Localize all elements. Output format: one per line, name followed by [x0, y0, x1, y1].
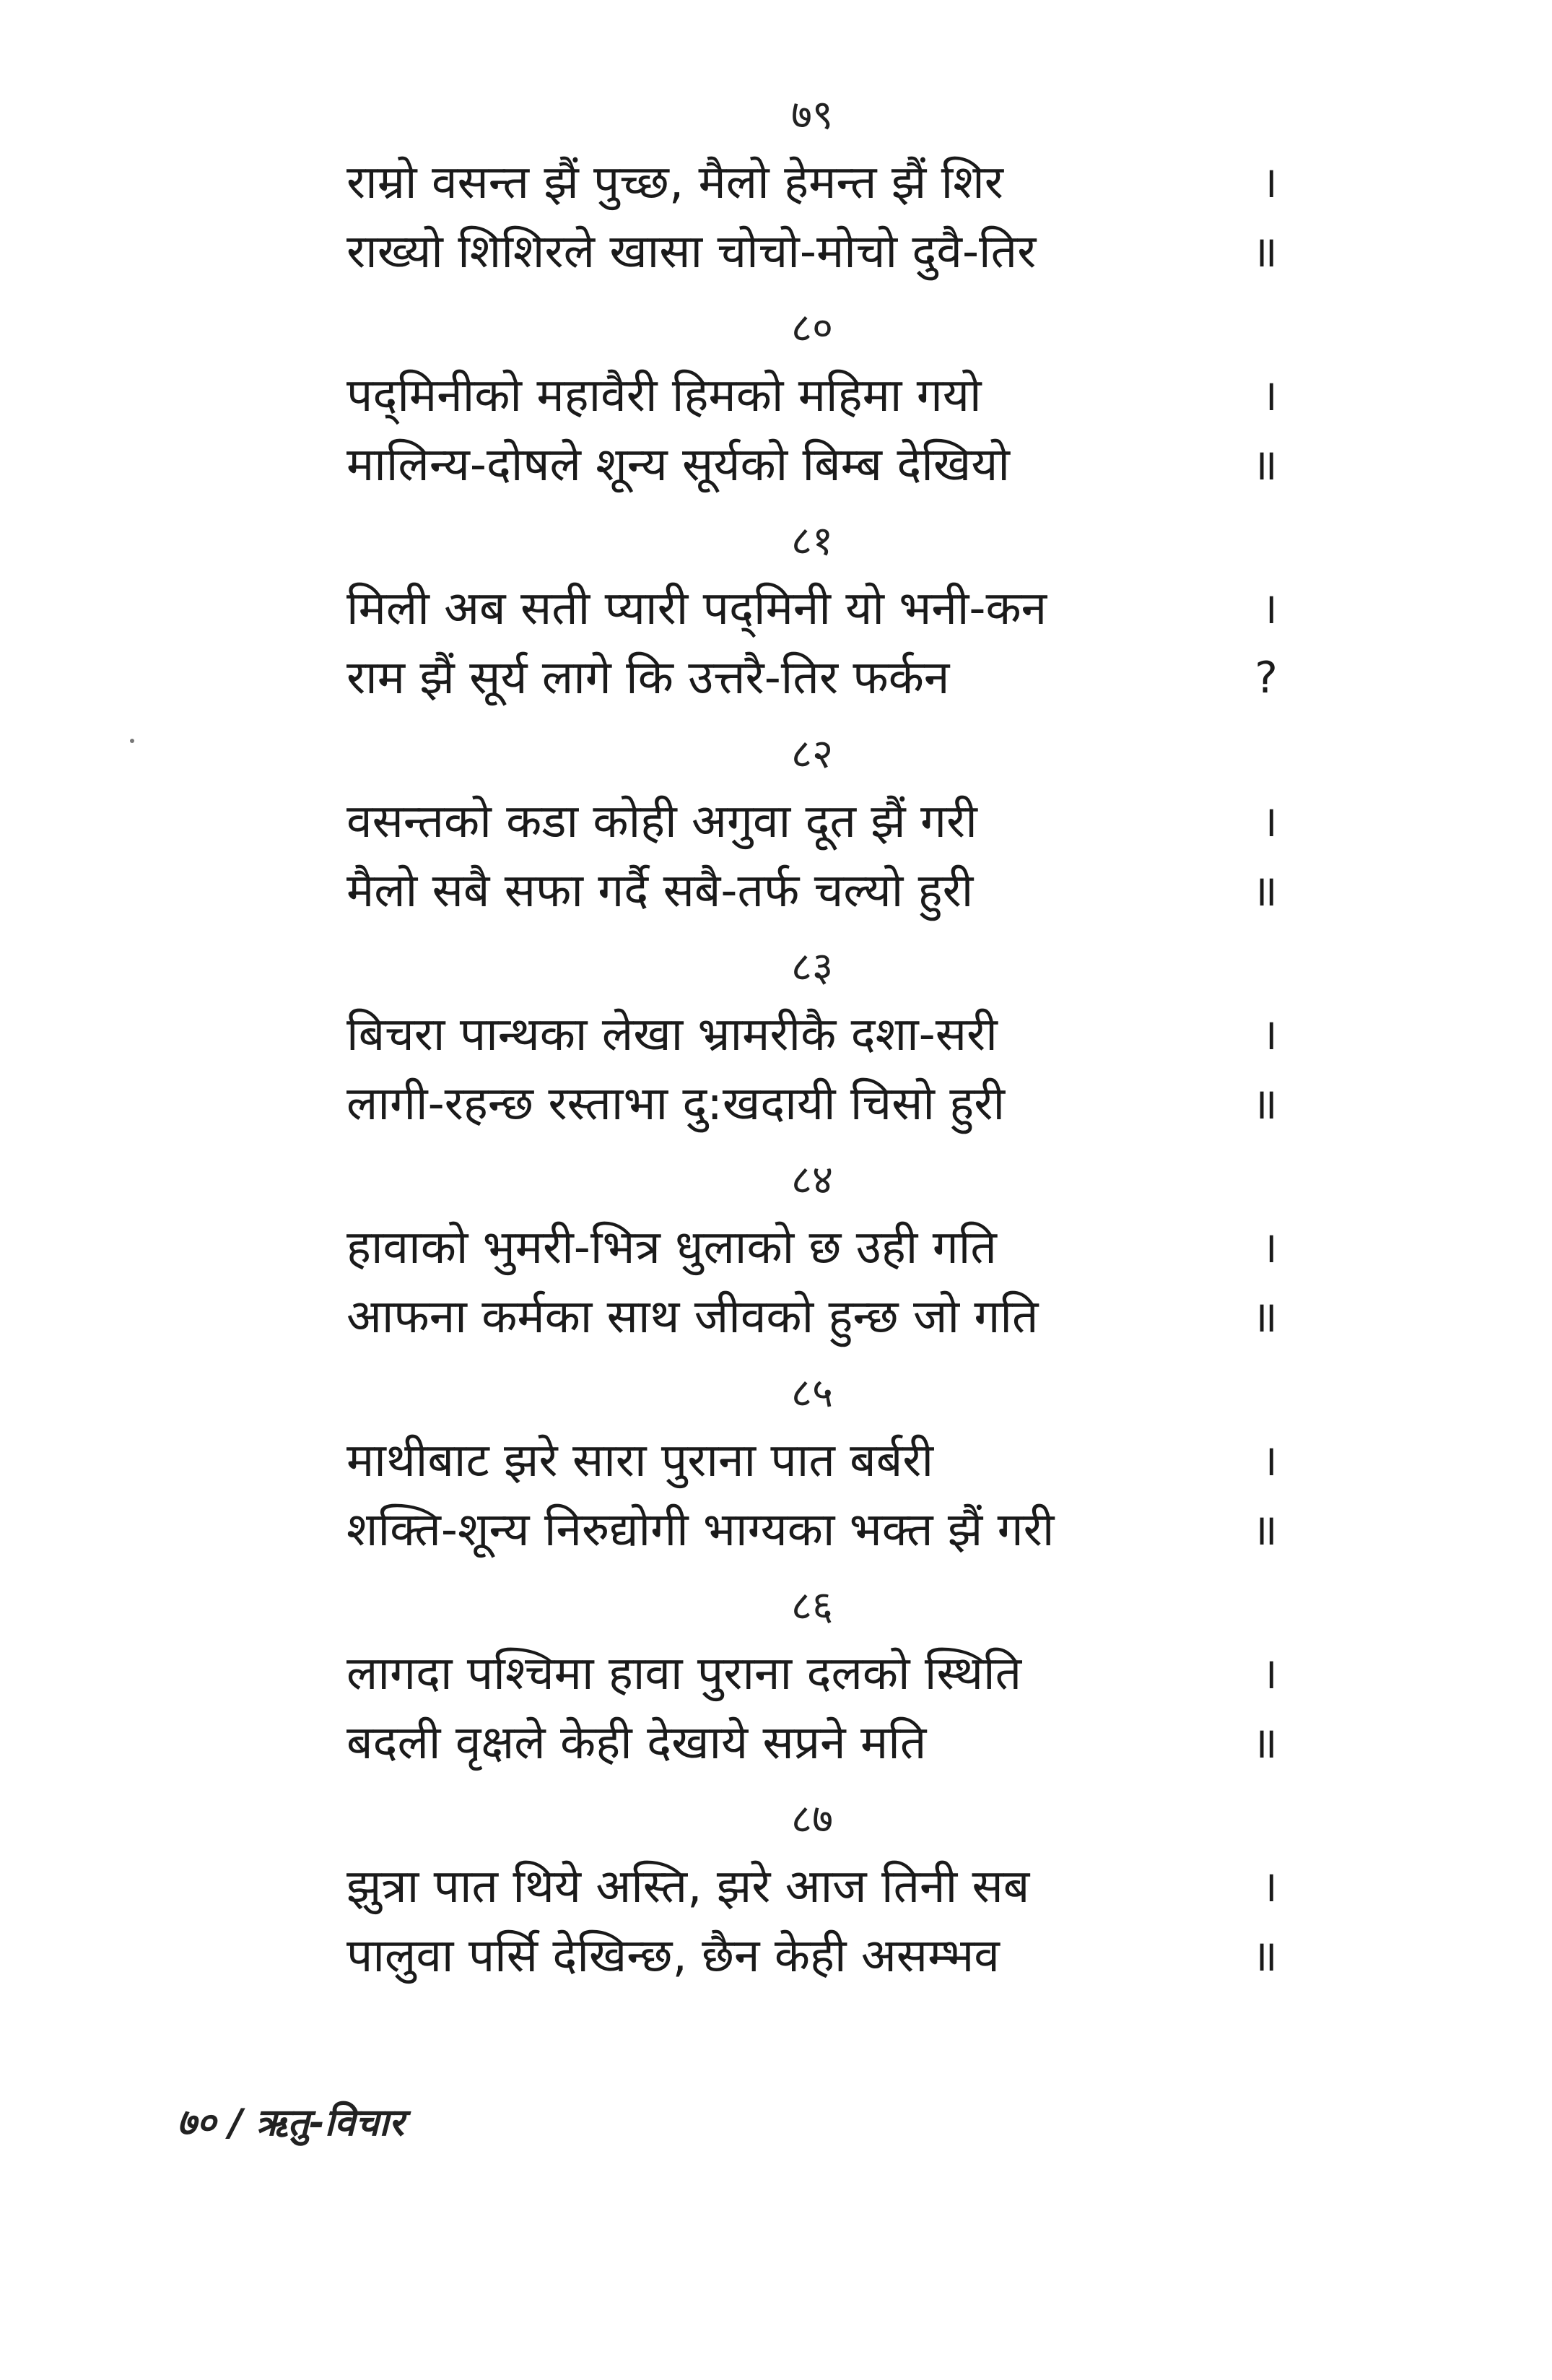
verse-line — [346, 217, 1278, 287]
verse-line — [346, 1282, 1278, 1352]
verse-text: राख्यो शिशिरले खासा चोचो-मोचो दुवै-तिर — [346, 225, 1037, 279]
verse-line — [346, 787, 1278, 856]
page-number: ७० — [177, 2101, 217, 2145]
verse-line — [346, 1000, 1278, 1069]
margin-speck — [130, 739, 134, 743]
verse-line — [346, 643, 1278, 713]
verse-line — [346, 1426, 1278, 1495]
verse-end-mark: ? — [1255, 653, 1278, 703]
stanza — [346, 935, 1278, 1148]
stanza — [346, 722, 1278, 935]
stanza-number: ७९ — [790, 92, 834, 139]
verse-text: लागदा पश्चिमा हावा पुराना दलको स्थिति — [346, 1647, 1022, 1701]
page-footer — [177, 2094, 404, 2152]
verse-text: माथीबाट झरे सारा पुराना पात बर्बरी — [346, 1434, 934, 1488]
stanza — [346, 1574, 1278, 1787]
verse-end-mark: । — [1261, 583, 1278, 634]
verse-end-mark: । — [1261, 1649, 1278, 1699]
verse-end-mark: । — [1261, 1436, 1278, 1486]
stanza-number: ८० — [790, 305, 834, 352]
verse-text: राम्रो वसन्त झैं पुच्छ, मैलो हेमन्त झैं शिर — [346, 156, 1003, 209]
verse-end-mark: ॥ — [1252, 440, 1278, 490]
verse-end-mark: । — [1261, 1009, 1278, 1060]
verse-text: मिली अब सती प्यारी पद्‌मिनी यो भनी-कन — [346, 582, 1047, 635]
stanza-number: ८२ — [790, 731, 834, 778]
verse-line — [346, 1069, 1278, 1139]
verse-end-mark: ॥ — [1252, 1292, 1278, 1342]
stanza — [346, 1148, 1278, 1361]
stanza-number: ८१ — [790, 518, 834, 565]
verse-line — [346, 856, 1278, 926]
verse-block — [346, 83, 1278, 2000]
verse-line — [346, 430, 1278, 500]
verse-text: मैलो सबै सफा गर्दै सबै-तर्फ चल्यो हुरी — [346, 864, 974, 918]
stanza — [346, 1361, 1278, 1574]
verse-text: पद्‌मिनीको महावैरी हिमको महिमा गयो — [346, 369, 982, 422]
verse-text: पालुवा पर्सि देखिन्छ, छैन केही असम्भव — [346, 1929, 1000, 1983]
verse-end-mark: ॥ — [1252, 1931, 1278, 1981]
verse-text: बदली वृक्षले केही देखाये सप्रने मति — [346, 1716, 927, 1770]
book-title: ऋतु-विचार — [256, 2101, 404, 2145]
stanza-number: ८५ — [790, 1370, 834, 1417]
verse-text: वसन्तको कडा कोही अगुवा दूत झैं गरी — [346, 795, 977, 848]
verse-text: शक्ति-शून्य निरुद्योगी भाग्यका भक्त झैं गरी — [346, 1503, 1055, 1557]
verse-end-mark: ॥ — [1252, 227, 1278, 277]
verse-line — [346, 1495, 1278, 1565]
stanza-number: ८६ — [790, 1583, 834, 1630]
stanza-number: ८४ — [790, 1157, 834, 1204]
verse-text: आफना कर्मका साथ जीवको हुन्छ जो गति — [346, 1290, 1039, 1344]
verse-text: लागी-रहन्छ रस्ताभा दु:खदायी चिसो हुरी — [346, 1077, 1006, 1131]
footer-separator: / — [229, 2101, 243, 2145]
verse-line — [346, 574, 1278, 643]
verse-end-mark: । — [1261, 157, 1278, 208]
verse-text: हावाको भुमरी-भित्र धुलाको छ उही गति — [346, 1221, 997, 1274]
verse-end-mark: ॥ — [1252, 1079, 1278, 1129]
stanza — [346, 509, 1278, 722]
verse-text: झुत्रा पात थिये अस्ति, झरे आज तिनी सब — [346, 1860, 1030, 1914]
verse-end-mark: ॥ — [1252, 866, 1278, 916]
stanza — [346, 296, 1278, 509]
stanza-number: ८७ — [790, 1796, 834, 1843]
verse-text: राम झैं सूर्य लागे कि उत्तरै-तिर फर्कन — [346, 651, 950, 705]
verse-line — [346, 1639, 1278, 1708]
stanza — [346, 1787, 1278, 2000]
verse-text: बिचरा पान्थका लेखा भ्रामरीकै दशा-सरी — [346, 1008, 998, 1061]
verse-line — [346, 1213, 1278, 1282]
verse-end-mark: । — [1261, 1862, 1278, 1912]
verse-line — [346, 1852, 1278, 1921]
verse-end-mark: । — [1261, 1222, 1278, 1273]
verse-end-mark: । — [1261, 796, 1278, 847]
verse-line — [346, 1921, 1278, 1991]
stanza — [346, 83, 1278, 296]
verse-end-mark: ॥ — [1252, 1505, 1278, 1555]
verse-line — [346, 361, 1278, 430]
verse-line — [346, 1708, 1278, 1778]
verse-end-mark: ॥ — [1252, 1718, 1278, 1768]
verse-line — [346, 148, 1278, 217]
stanza-number: ८३ — [790, 944, 834, 991]
verse-end-mark: । — [1261, 370, 1278, 421]
verse-text: मालिन्य-दोषले शून्य सूर्यको बिम्ब देखियो — [346, 438, 1010, 492]
